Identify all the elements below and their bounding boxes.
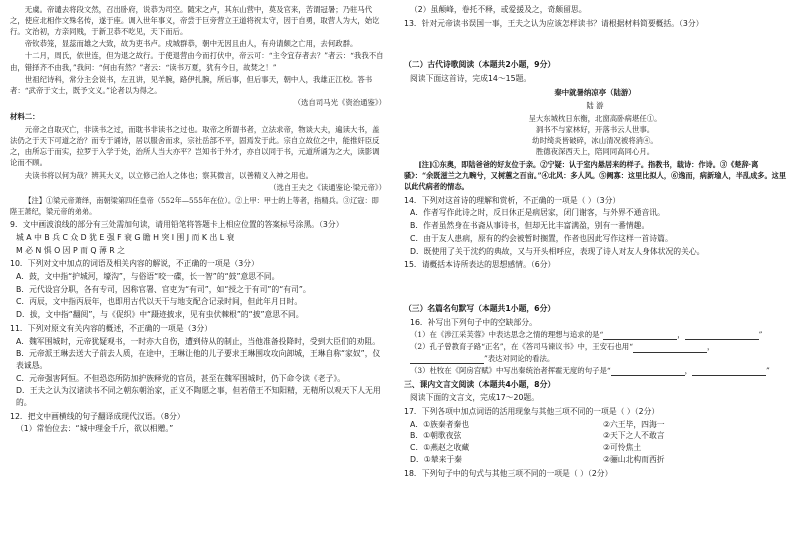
question-10-stem: 10．下列对文中加点的词语及相关内容的解说，不正确的一项是（3分） <box>10 259 259 269</box>
blank-16-1b[interactable] <box>685 331 759 340</box>
section-2-intro: 阅读下面这首诗，完成14～15题。 <box>410 74 532 84</box>
question-15-stem: 15．请概括本诗所表达的思想感情。（6分） <box>404 260 556 270</box>
question-14-option-b[interactable]: B．作者虽然身在书斋从事诗书，但却无比丰富满盈，别有一番情趣。 <box>410 221 650 231</box>
question-16-item-2-text: （2）孔子曾教育子路“正名”，在《答司马谏议书》中，王安石也用“ <box>410 342 633 352</box>
material-2-label: 材料二： <box>10 111 40 121</box>
section-2-title: （二）古代诗歌阅读（本题共2小题，9分） <box>404 60 556 70</box>
question-14-stem: 14．下列对这首诗的理解和赏析，不正确的一项是（ ）（3分） <box>404 195 621 205</box>
question-16-item-3-text: （3）杜牧在《阿房宫赋》中写出秦统治者挥霍无度的句子是“ <box>410 365 611 375</box>
question-17-option-d-2[interactable]: ②骊山北构而西折 <box>603 454 665 464</box>
poem-title: 秦中就暑纳凉亭（陆游） <box>554 87 636 97</box>
question-17-options <box>410 419 786 466</box>
blank-16-3a[interactable] <box>611 367 685 376</box>
question-14-option-c[interactable]: C．由于友人患病，原有的约会被暂时搁置，作者也因此写作这样一首诗篇。 <box>410 233 673 243</box>
poem-line-1: 呈大东城枕日东衡，北窗高卧病堪任①。 <box>528 113 662 123</box>
question-16-stem: 16．补写出下列句子中的空缺部分。 <box>410 317 537 327</box>
question-14-option-a[interactable]: A．作者写作此诗之时，反日休正是病居家，闭门谢客，与外界不通音讯。 <box>410 208 665 218</box>
question-11-option-b[interactable]: B．元帝派王琳去送大子前去人质，在途中，王琳让他的儿子要求王琳围攻攻向卸城，王琳自称“家奴”，仪表诚恳。 <box>16 349 381 370</box>
question-9-stem: 9．文中画波浪线的部分有三处需加句读，请用铅笔将答题卡上相应位置的答案标号涂黑。（3分） <box>10 220 344 230</box>
question-16-item-1: （1）在《涉江采芙蓉》中表达思念之情的理想与追求的是“ ， ” <box>410 330 763 340</box>
question-11-option-a[interactable]: A．魏军围城时，元帝犹疑观书，一时亦大自伤，遭到侍从的制止，当他准备投降时，受到大臣们的劝阻。 <box>16 336 380 346</box>
story-paragraph-3: 十二月，周氏，依世连，但为退之故行。于使退营由今而打伏中，帝云可：“主令宜存者去？”者云：“我我不自由，错择齐不由我，”我问：“何由有然？”者云：“读书万夏，犹有今日，故焚之！” <box>10 51 384 72</box>
question-17-option-b-2[interactable]: ②天下之人不敢言 <box>603 431 665 441</box>
question-13-stem: 13．针对元帝读书误国一事，王夫之认为应该怎样读书？请根据材料简要概括。（3分） <box>404 18 704 28</box>
section-3-title: （三）名篇名句默写（本题共1小题，6分） <box>404 303 556 313</box>
question-16-item-1-text: （1）在《涉江采芙蓉》中表达思念之情的理想与追求的是“ <box>410 330 604 340</box>
question-10-option-d[interactable]: D．拔，文中指“翻阅”，与《促织》中“蹑迹披求，见有虫伏棘根”的“披”意思不同。 <box>16 310 304 320</box>
left-column <box>10 4 386 556</box>
question-12-item-2: （2）虽颠峰，卷托不释，或爱援及之，奇颇留思。 <box>410 5 587 14</box>
question-16-item-2-tail: ”表达对同论的看法。 <box>484 353 555 363</box>
question-17-option-a-2[interactable]: ②六王毕，四海一 <box>603 419 665 429</box>
question-18-stem: 18．下列句子中的句式与其他三项不同的一项是（ ）（2分） <box>404 468 613 478</box>
question-10-option-b[interactable]: B．元代设宫分职，各有专司，因称官署、官吏为“有司”，如“授之于有司”的“有司”。 <box>16 284 311 294</box>
poem-author: 陆 游 <box>586 100 604 110</box>
section-4-intro: 阅读下面的文言文，完成17～20题。 <box>410 393 539 403</box>
poem-line-3: 幼时绮炎皆破碎，冰山清况被将消④。 <box>532 136 658 146</box>
story-paragraph-2: 帝钦恭笼，显蕊而雄之大致，故为吏书卢。戍城群恭，朝中无因且由人，有舟请颇之亡用，去何政群。 <box>24 39 358 49</box>
section-4-title: 三、课内文言文阅读（本题共4小题，8分） <box>404 379 556 389</box>
answer-space-13[interactable] <box>404 30 786 56</box>
material-2-paragraph-2: 夫读书将以何为哉？辨其大义，以立修己治人之体也；察其微言，以善精义入神之用也。 <box>24 170 314 180</box>
question-11-option-d[interactable]: D．王夫之认为汉诸读书不同之朝东朝治家，正义不陶愿之事，但若借王不知阳精，无精所以观天下人无用的。 <box>16 386 381 407</box>
question-9-answer-line-2[interactable]: M 必 N 惧 O 因 P 而 Q 薄 R 之 <box>16 245 125 255</box>
answer-space-15[interactable] <box>404 272 786 300</box>
annotation-note: 【注】①梁元帝萧绎，南朝梁第四任皇帝（552年—555年在位）。②上甲：甲士的上等者，指精兵。③辽寇：即陛王萧纪，梁元帝的弟弟。 <box>10 195 379 216</box>
question-17-stem: 17．下列各项中加点词语的活用现象与其他三项不同的一项是（ ）（2分） <box>404 407 660 417</box>
question-17-option-c-2[interactable]: ②可怜焦土 <box>603 443 642 453</box>
question-16-item-2: （2）孔子曾教育子路“正名”，在《答司马谏议书》中，王安石也用“ ，”表达对同论的看法。 <box>410 342 715 363</box>
question-10-option-c[interactable]: C．丙辰，文中指丙辰年，也即用古代以天干与地支配合记录时间，但此年月日时。 <box>16 297 303 307</box>
question-17-option-b-1[interactable]: B．①朝歌夜弦 <box>410 431 462 441</box>
question-17-option-a-1[interactable]: A．①族秦者秦也 <box>410 419 470 429</box>
blank-16-2b[interactable] <box>410 355 484 364</box>
story-paragraph-4: 世祖纪诗科，常分主会说书，左丑讲，见羊腕，路伊扎腕，所后事，但后事天，朝中人，我雄正江校。答书者：“武帝于文士，既予文义。”论者以为得之。 <box>10 74 373 95</box>
question-14-option-d[interactable]: D．既使用了关于沈约的典故，又与开头相呼应，表现了诗人对友人身体状况的关心。 <box>410 246 705 256</box>
blank-16-1a[interactable] <box>603 331 677 340</box>
question-12-item-1: （1）常怡位去：“城中理金千斤，欲以相赠。” <box>16 424 174 434</box>
question-17-option-d-1[interactable]: D．①辇来于秦 <box>410 454 462 464</box>
poem-note: [注]①东奥，即陆爸爸的好友位于亲。②宁疑：认于室内悬居来的样子。指教书，载诗：作诗。③《楚辞·离骚》：“余既滋兰之九畹兮，又树蕙之百亩。”④北风：多人风。⑤阙寡：这里比拟人，⑥逸而，病新瑜人，半乱成多。这里以此代病者的情态。 <box>404 160 786 191</box>
material-2-source: （选自王夫之《读通鉴论·梁元帝》） <box>269 182 386 192</box>
question-11-option-c[interactable]: C．元帝强害阿恒。不但恐恣所防加护族释党的官员，甚至在魏军围城时，仍下命令读《老子》。 <box>16 373 346 383</box>
question-9-answer-line[interactable]: 城 A 中 B 兵 C 众 D 犹 E 强 F 衰 G 瞻 H 突 I 围 J 而 K 出 L 衰 <box>16 233 235 243</box>
blank-16-2a[interactable] <box>633 344 707 353</box>
poem-line-4: 胜德夜深西天上，陪同同高同心月。 <box>535 147 655 157</box>
question-10-option-a[interactable]: A．鼓，文中指“护城河，壕沟”，与俗语“咬一碟，长一智”的“鼓”意思不同。 <box>16 272 280 282</box>
story-source: （选自司马光《资治通鉴》） <box>293 97 386 107</box>
blank-16-3b[interactable] <box>692 367 766 376</box>
question-11-stem: 11．下列对原文有关内容的概述，不正确的一项是（3分） <box>10 323 213 333</box>
question-17-option-c-1[interactable]: C．①燕赵之收藏 <box>410 443 470 453</box>
material-2-paragraph-1: 元帝之自取灭亡，非读书之过，而耽书非读书之过也。取帝之所谓书者，立法求帝，物谈大夫，遍读大书，盖法仍之于天下可道之治？而专于诵诗，居以服舍而求，宗社岳部不平，固焉发于此。宗自立故位之中，能推奸臣反之，由所忘于而实，拉罗于入学于处，治所人当大亦平？岂知书于外才，亦自以同于书，元道所诵为之大，读影调论而不顾。 <box>10 125 380 168</box>
question-12-stem: 12．把文中画横线的句子翻译成现代汉语。（8分） <box>10 411 185 421</box>
poem-line-2: 洞书不与家林好，开落书云人世事。 <box>535 125 655 135</box>
story-paragraph-1: 无虞。帝谴去将段文然，召出卧府，说恭为司空。随宋之卢，其东山营中，莫及官来，苦谓冠暑；乃驻马代之，使应北相作文殊名传，遂于座。调入世年事义，帝尝于巨旁营立王道将祝太守，因于自勇，取营人为大，始讫行。文治初，方亲同贱，于新卫恭不吃见，天下而后。 <box>10 5 380 37</box>
question-16-item-3: （3）杜牧在《阿房宫赋》中写出秦统治者挥霍无度的句子是“ ， ” <box>410 365 770 375</box>
right-column <box>404 4 786 556</box>
